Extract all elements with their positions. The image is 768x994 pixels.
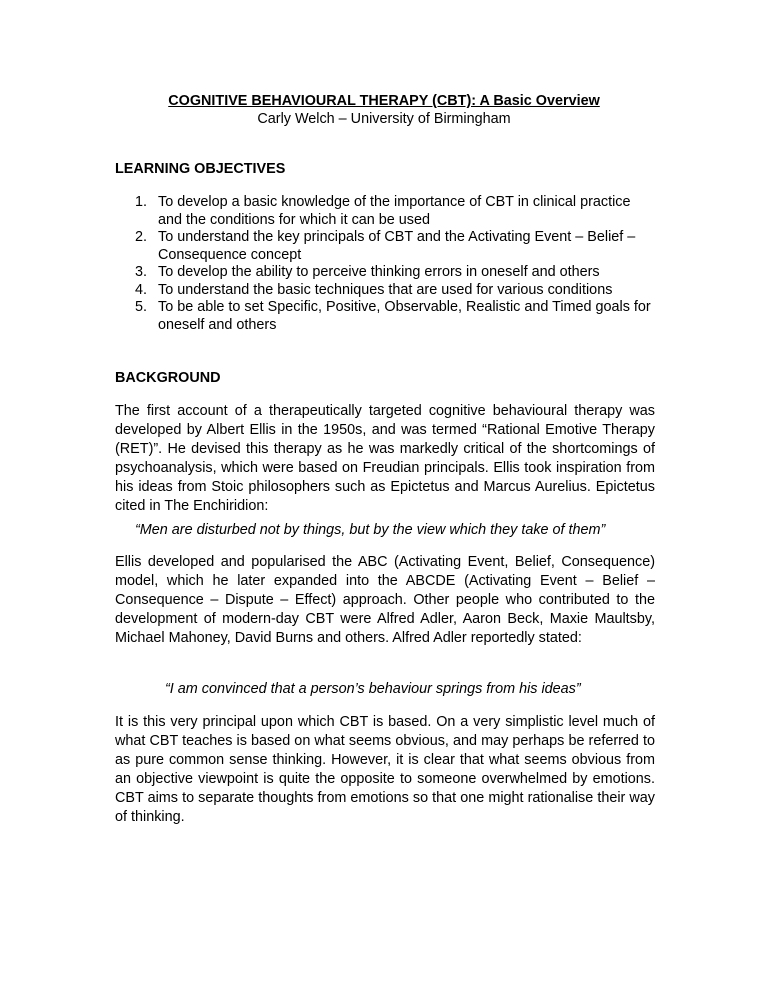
list-item-number: 1. [135,194,148,210]
list-item [115,229,655,264]
adler-quote: “I am convinced that a person’s behaviour springs from his ideas” [165,681,581,697]
list-item-text: To develop the ability to perceive thinking errors in oneself and others [158,264,600,280]
document-title: COGNITIVE BEHAVIOURAL THERAPY (CBT): A Basic Overview [168,93,600,109]
background-paragraph-3: It is this very principal upon which CBT is based. On a very simplistic level much of what CBT teaches is based on what seems obvious, and may perhaps be referred to as pure common sense thinking. However, it is clear that what seems obvious from an objective viewpoint is quite the opposite to someone overwhelmed by emotions. CBT aims to separate thoughts from emotions so that one might rationalise their way of thinking. [115,714,655,825]
list-item [115,299,655,334]
epictetus-quote: “Men are disturbed not by things, but by the view which they take of them” [135,522,606,538]
list-item-number: 4. [135,281,148,298]
list-item-text: To be able to set Specific, Positive, Observable, Realistic and Timed goals for oneself and others [158,299,651,333]
list-item-number: 5. [135,299,148,315]
background-paragraph-2: Ellis developed and popularised the ABC (Activating Event, Belief, Consequence) model, which he later expanded into the ABCDE (Activating Event – Belief – Consequence – Dispute – Effect) approach. Other people who contributed to the development of modern-day CBT were Alfred Adler, Aaron Beck, Maxie Maultsby, Michael Mahoney, David Burns and others. Alfred Adler reportedly stated: [115,554,655,646]
list-item [115,282,655,300]
background-paragraph-1: The first account of a therapeutically targeted cognitive behavioural therapy was developed by Albert Ellis in the 1950s, and was termed “Rational Emotive Therapy (RET)”. He devised this therapy as he was markedly critical of the shortcomings of psychoanalysis, which were based on Freudian principals. Ellis took inspiration from his ideas from Stoic philosophers such as Epictetus and Marcus Aurelius. Epictetus cited in The Enchiridion: [115,403,655,514]
author-line: Carly Welch – University of Birmingham [257,111,511,127]
list-item-number: 2. [135,229,148,245]
list-item [115,194,655,229]
list-item-text: To understand the key principals of CBT and the Activating Event – Belief – Consequence concept [158,229,636,263]
list-item-text: To understand the basic techniques that are used for various conditions [158,281,613,298]
learning-objectives-heading: LEARNING OBJECTIVES [115,161,286,177]
background-heading: BACKGROUND [115,370,221,386]
list-item-text: To develop a basic knowledge of the importance of CBT in clinical practice and the conditions for which it can be used [158,194,631,228]
learning-objectives-list [115,194,655,334]
list-item-number: 3. [135,264,148,280]
list-item [115,264,655,282]
